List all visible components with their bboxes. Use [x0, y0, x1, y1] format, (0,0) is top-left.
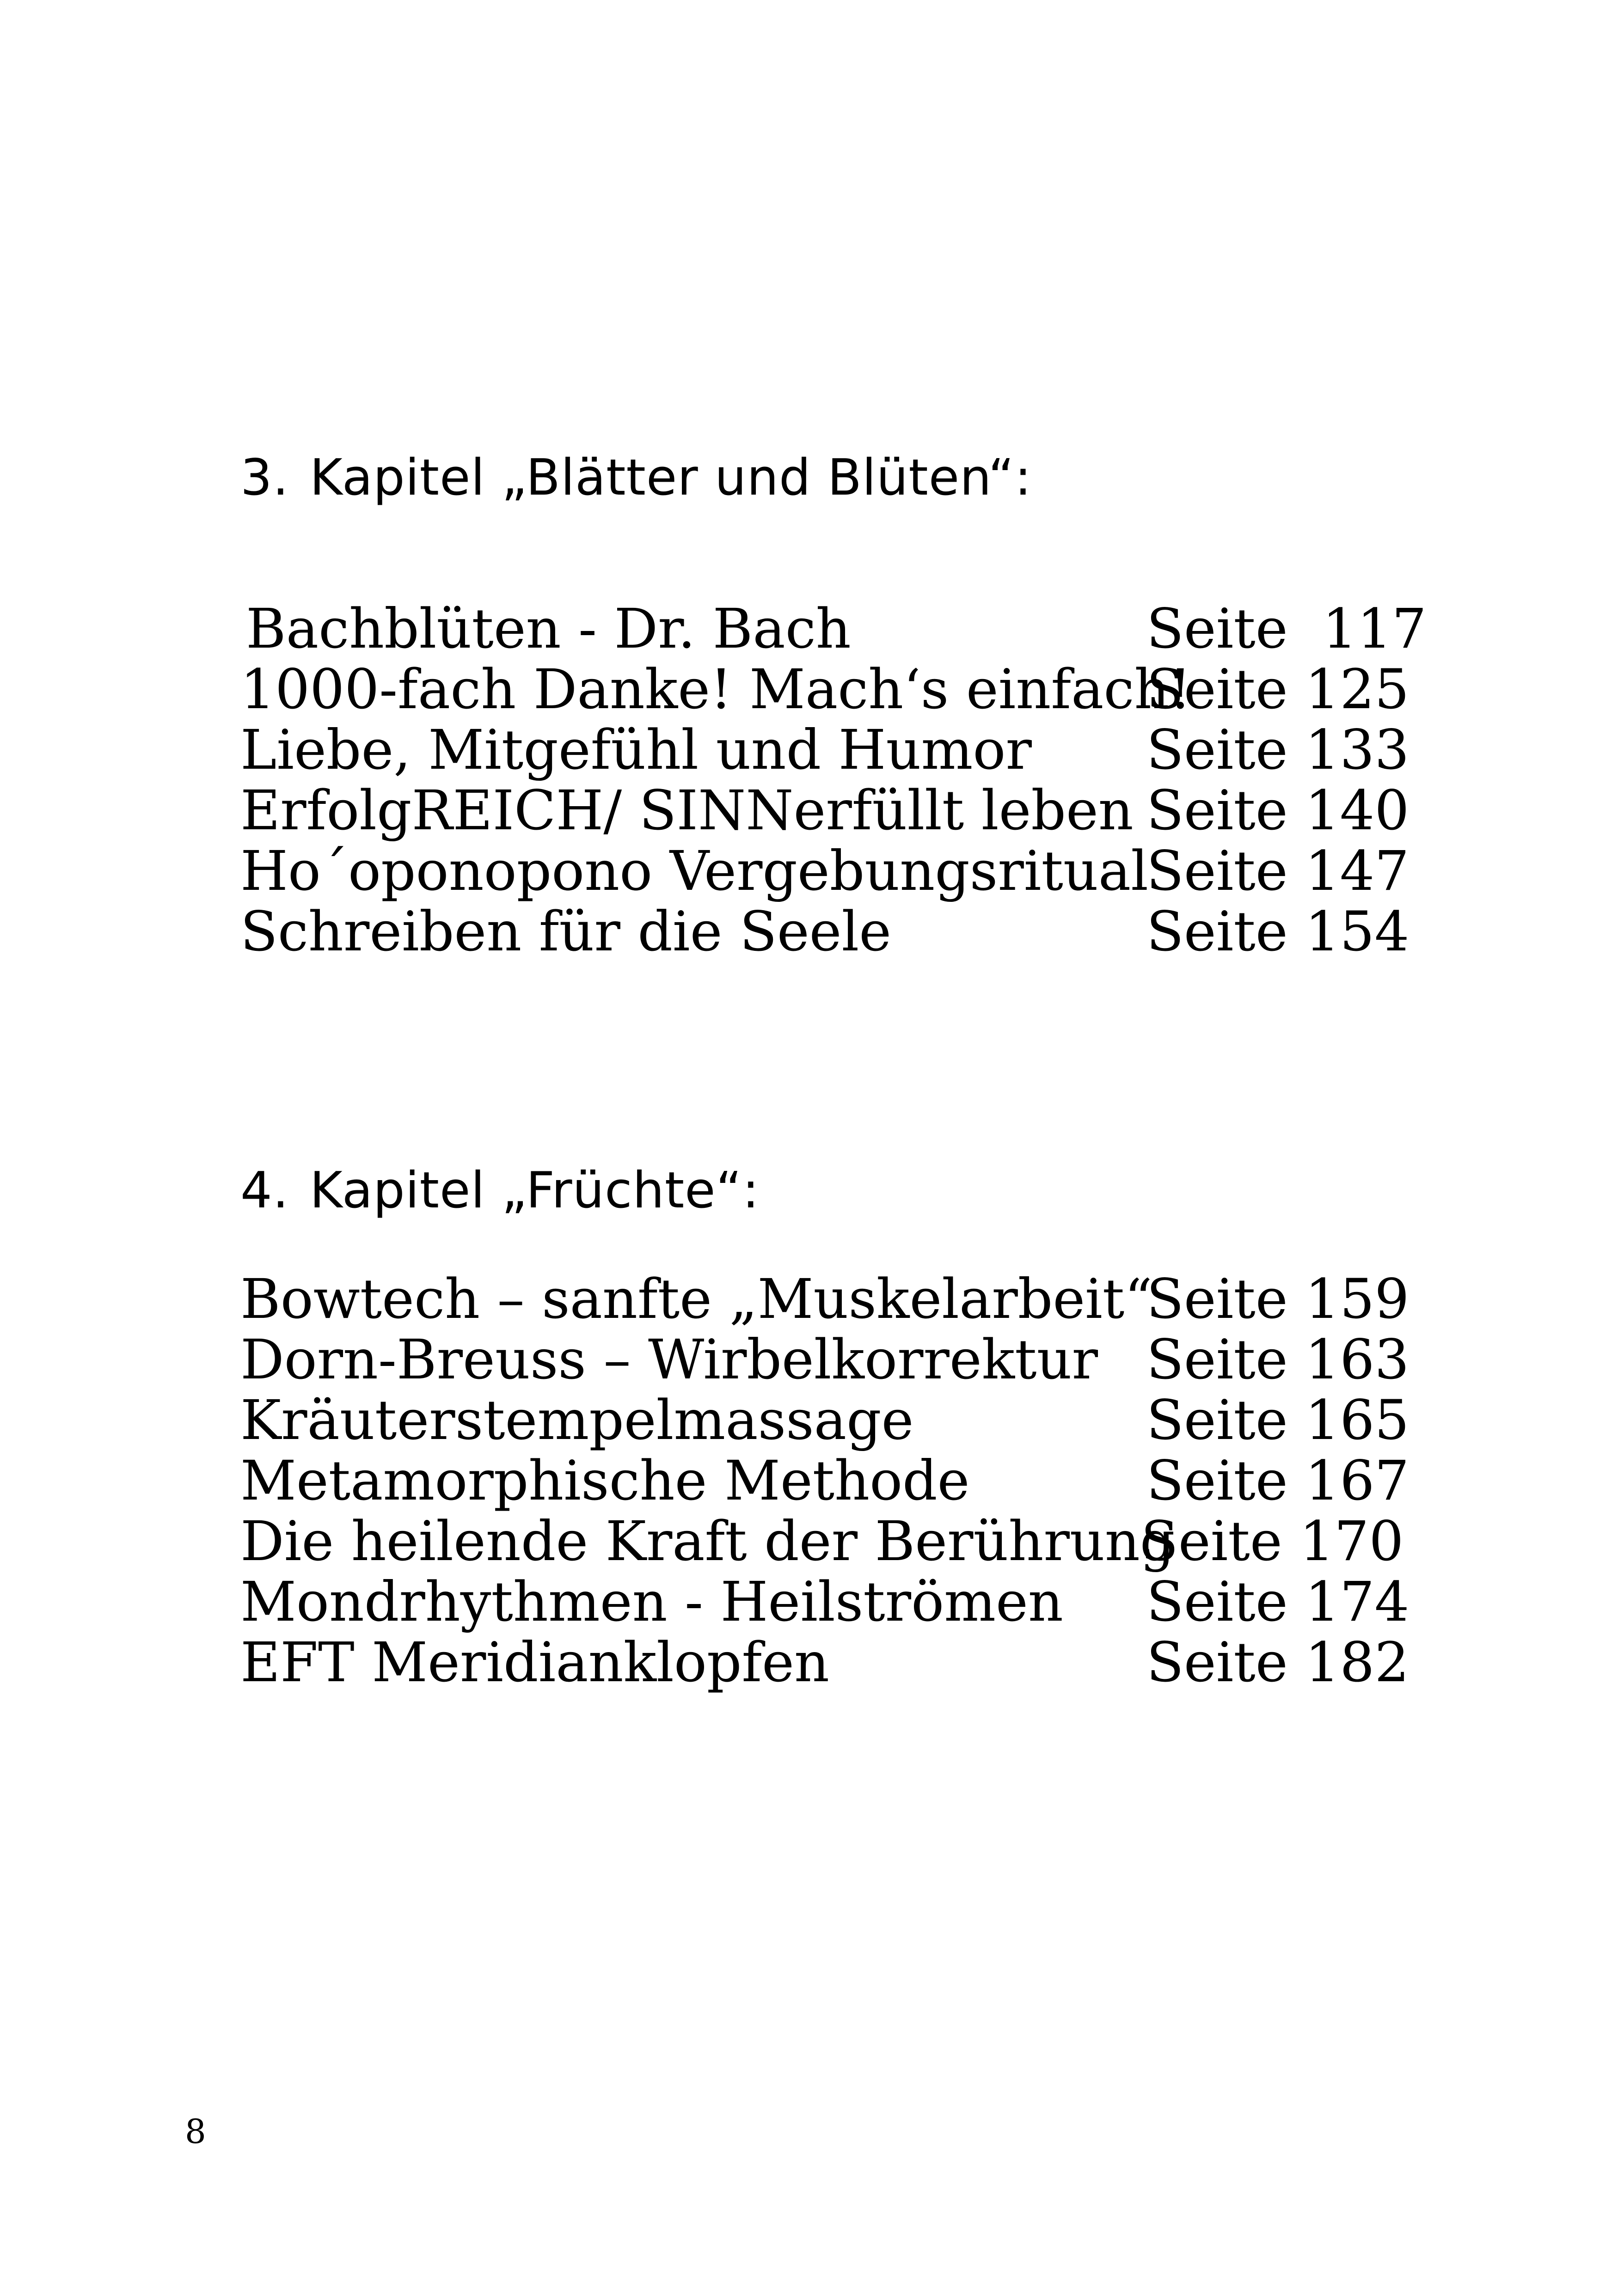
toc-entry-page: Seite 154 — [1146, 900, 1410, 963]
chapter-3-toc-list — [240, 597, 1427, 963]
toc-entry-page: Seite 133 — [1146, 718, 1410, 782]
toc-entry[interactable] — [240, 900, 1410, 963]
toc-entry-page: Seite 174 — [1146, 1570, 1410, 1634]
toc-entry[interactable] — [240, 718, 1410, 782]
toc-entry-page: Seite 125 — [1146, 657, 1410, 721]
toc-entry-page: Seite 117 — [1146, 597, 1427, 661]
toc-entry-title: Dorn-Breuss – Wirbelkorrektur — [240, 1328, 1098, 1391]
chapter-number: 4. — [240, 1162, 289, 1219]
toc-entry-title: Die heilende Kraft der Berührung — [240, 1509, 1175, 1573]
toc-entry-title: Ho´oponopono Vergebungsritual — [240, 839, 1148, 903]
toc-entry[interactable] — [240, 1328, 1410, 1391]
toc-entry-title: ErfolgREICH/ SINNerfüllt leben — [240, 778, 1134, 842]
page-number: 8 — [185, 2112, 206, 2151]
toc-entry-page: Seite 159 — [1146, 1267, 1410, 1331]
toc-entry-page: Seite 163 — [1146, 1328, 1410, 1391]
toc-entry-title: Schreiben für die Seele — [240, 900, 892, 963]
toc-entry[interactable] — [240, 839, 1410, 903]
toc-entry-title: Liebe, Mitgefühl und Humor — [240, 718, 1032, 782]
toc-entry-page: Seite 165 — [1146, 1388, 1410, 1452]
toc-entry[interactable] — [240, 1449, 1410, 1512]
toc-entry-title: Mondrhythmen - Heilströmen — [240, 1570, 1063, 1634]
chapter-number: 3. — [240, 449, 289, 507]
toc-entry-page: Seite 147 — [1146, 839, 1410, 903]
toc-entry[interactable] — [240, 597, 1427, 661]
toc-entry[interactable] — [240, 657, 1410, 721]
toc-entry-title: Bachblüten - Dr. Bach — [246, 597, 851, 661]
toc-entry-title: Metamorphische Methode — [240, 1449, 970, 1512]
toc-entry-title: Bowtech – sanfte „Muskelarbeit“ — [240, 1267, 1152, 1331]
chapter-4-toc-list — [240, 1267, 1410, 1694]
toc-entry[interactable] — [240, 1509, 1404, 1573]
chapter-title: Kapitel „Früchte“: — [310, 1162, 760, 1219]
toc-entry-title: Kräuterstempelmassage — [240, 1388, 914, 1452]
chapter-3-heading — [240, 449, 1032, 507]
toc-entry[interactable] — [240, 1630, 1410, 1694]
toc-entry-page: Seite 170 — [1141, 1509, 1404, 1573]
toc-entry-title: EFT Meridianklopfen — [240, 1630, 829, 1694]
toc-entry-page: Seite 182 — [1146, 1630, 1410, 1694]
toc-entry[interactable] — [240, 1267, 1410, 1331]
toc-entry[interactable] — [240, 1570, 1410, 1634]
chapter-4-heading — [240, 1162, 760, 1219]
chapter-title: Kapitel „Blätter und Blüten“: — [310, 449, 1032, 507]
toc-entry-title: 1000-fach Danke! Mach‘s einfach! — [240, 657, 1191, 721]
toc-entry-page: Seite 140 — [1146, 778, 1410, 842]
toc-entry-page: Seite 167 — [1146, 1449, 1410, 1512]
toc-entry[interactable] — [240, 1388, 1410, 1452]
toc-entry[interactable] — [240, 778, 1410, 842]
